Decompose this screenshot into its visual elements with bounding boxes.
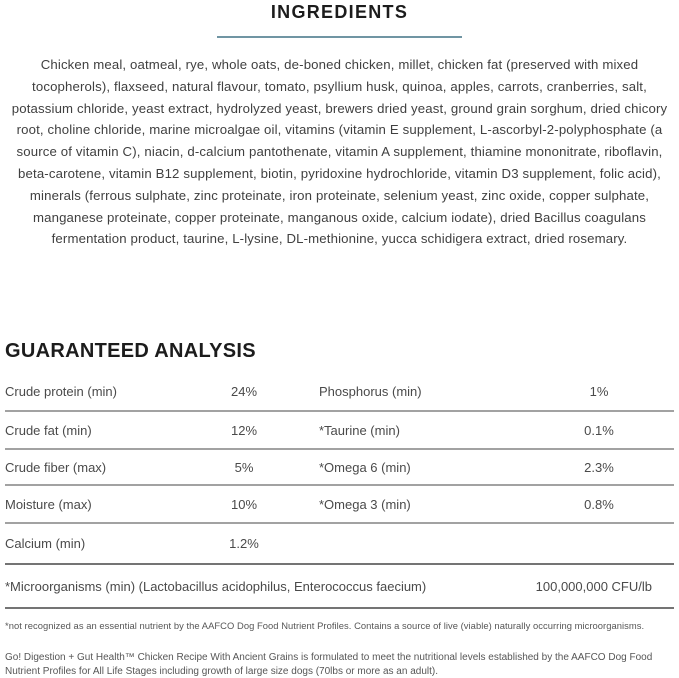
nutrient-value: 0.8%: [584, 496, 614, 512]
asterisk-footnote: *not recognized as an essential nutrient by the AAFCO Dog Food Nutrient Profiles. Contains a source of live (viable) naturally occurring microorganisms.: [5, 620, 645, 631]
table-row: [5, 486, 674, 524]
nutrient-value: 1.2%: [229, 536, 259, 551]
nutrient-value: 100,000,000 CFU/lb: [535, 578, 652, 594]
table-row-microorganisms: [5, 565, 674, 609]
table-row: [5, 450, 674, 486]
table-row: [5, 373, 674, 412]
nutrient-label: Phosphorus (min): [319, 384, 422, 399]
nutrient-label: *Omega 3 (min): [319, 496, 411, 512]
guaranteed-analysis-title: GUARANTEED ANALYSIS: [5, 340, 256, 362]
table-row: [5, 412, 674, 450]
nutrient-label: Crude fiber (max): [5, 459, 107, 475]
nutrient-value: 5%: [234, 459, 254, 475]
guaranteed-analysis-table: [5, 373, 674, 609]
nutrient-label: *Microorganisms (min) (Lactobacillus acidophilus, Enterococcus faecium): [5, 578, 427, 594]
nutrient-value: 1%: [589, 384, 609, 399]
ingredients-text: Chicken meal, oatmeal, rye, whole oats, de-boned chicken, millet, chicken fat (preserved with mixed tocopherols), flaxseed, natural flavour, tomato, psyllium husk, quinoa, apples, carrots, cranberries, salt, potassium chloride, yeast extract, hydrolyzed yeast, brewers dried yeast, ground grain sorghum, dried chicory root, choline chloride, marine microalgae oil, vitamins (vitamin E supplement, L-ascorbyl-2-polyphosphate (a source of vitamin C), niacin, d-calcium pantothenate, vitamin A supplement, thiamine mononitrate, riboflavin, beta-carotene, vitamin B12 supplement, biotin, pyridoxine hydrochloride, vitamin D3 supplement, folic acid), minerals (ferrous sulphate, zinc proteinate, iron proteinate, selenium yeast, zinc oxide, copper sulphate, manganese proteinate, copper proteinate, manganous oxide, calcium iodate), dried Bacillus coagulans fermentation product, taurine, L-lysine, DL-methionine, yucca schidigera extract, dried rosemary.: [11, 57, 668, 247]
nutrient-value: 2.3%: [584, 459, 614, 475]
table-row: [5, 524, 674, 565]
nutrient-label: *Omega 6 (min): [319, 459, 411, 475]
aafco-statement: Go! Digestion + Gut Health™ Chicken Recipe With Ancient Grains is formulated to meet the nutritional levels established by the AAFCO Dog Food Nutrient Profiles for All Life Stages including growth of large size dogs (70lbs or more as an adult).: [5, 652, 653, 677]
nutrient-label: Crude fat (min): [5, 422, 92, 438]
nutrient-label: *Taurine (min): [319, 422, 400, 438]
nutrient-value: 24%: [230, 384, 258, 399]
nutrient-label: Calcium (min): [5, 536, 86, 551]
ingredients-label-page: [0, 2, 679, 677]
ingredients-divider: [217, 36, 462, 38]
nutrient-label: Crude protein (min): [5, 384, 117, 399]
nutrient-value: 12%: [230, 422, 258, 438]
ingredients-title: INGREDIENTS: [270, 2, 409, 22]
nutrient-value: 0.1%: [584, 422, 614, 438]
nutrient-value: 10%: [230, 496, 258, 512]
nutrient-label: Moisture (max): [5, 496, 92, 512]
